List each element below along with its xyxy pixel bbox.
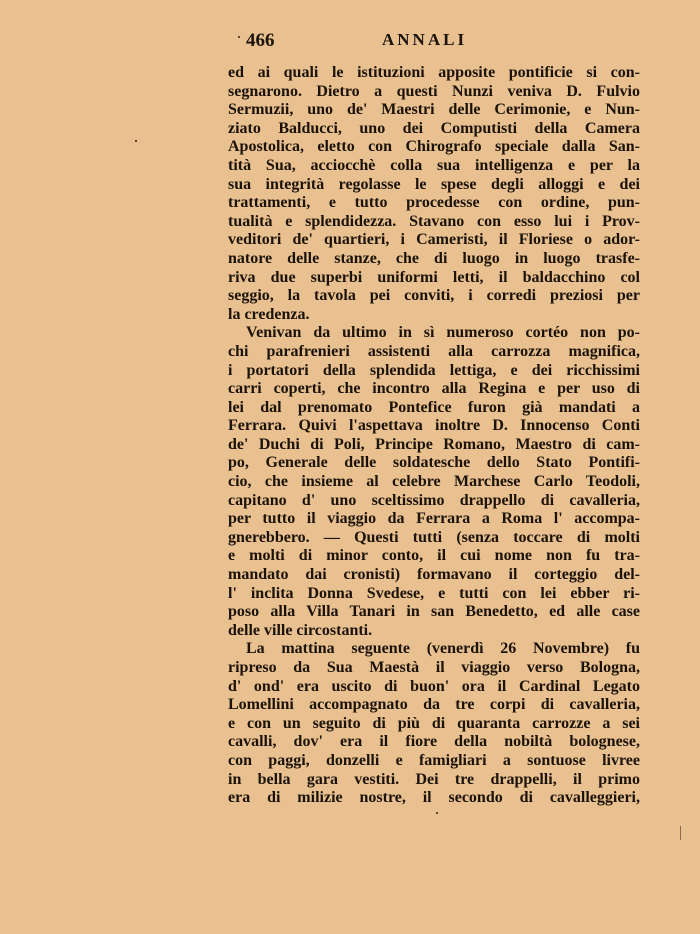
- text-line: capitano d' uno sceltissimo drappello di cavalleria,: [228, 491, 640, 509]
- page-header: [228, 30, 652, 54]
- text-line: po, Generale delle soldatesche dello Stato Pontifi-: [228, 454, 640, 472]
- text-line: natore delle stanze, che di luogo in luogo trasfe-: [228, 249, 640, 267]
- text-line: Ferrara. Quivi l'aspettava inoltre D. Innocenso Conti: [228, 417, 640, 435]
- text-line: Lomellini accompagnato da tre corpi di cavalleria,: [228, 696, 640, 714]
- text-line: e con un seguito di più di quaranta carrozze a sei: [228, 714, 640, 732]
- text-line: de' Duchi di Poli, Principe Romano, Maestro di cam-: [228, 435, 640, 453]
- ink-speck: [135, 140, 137, 142]
- text-line: riva due superbi uniformi letti, il baldacchino col: [228, 268, 640, 286]
- text-line: tità Sua, acciocchè colla sua intelligenza e per la: [228, 156, 640, 174]
- text-line: era di milizie nostre, il secondo di cavalleggieri,: [228, 789, 640, 807]
- text-line: la credenza.: [228, 305, 310, 323]
- text-line: trattamenti, e tutto procedesse con ordine, pun-: [228, 194, 640, 212]
- text-line: segnarono. Dietro a questi Nunzi veniva D. Fulvio: [228, 82, 640, 100]
- text-line: gnerebbero. — Questi tutti (senza toccare di molti: [228, 528, 640, 546]
- text-line: Sermuzii, uno de' Maestri delle Cerimonie, e Nun-: [228, 101, 640, 119]
- text-line: ed ai quali le istituzioni apposite pontificie si con-: [228, 64, 640, 81]
- text-line: carri coperti, che incontro alla Regina e per uso di: [228, 380, 640, 398]
- text-line: poso alla Villa Tanari in san Benedetto, ed alle case: [228, 603, 640, 621]
- text-line: con paggi, donzelli e famigliari a sontuose livree: [228, 751, 640, 769]
- text-line: i portatori della splendida lettiga, e dei ricchissimi: [228, 361, 640, 379]
- text-line: cio, che insieme al celebre Marchese Carlo Teodoli,: [228, 473, 640, 491]
- text-line: veditori de' quartieri, i Cameristi, il Floriese o ador-: [228, 231, 640, 249]
- text-line: Apostolica, eletto con Chirografo speciale dalla San-: [228, 138, 640, 156]
- text-line: tualità e splendidezza. Stavano con esso lui i Prov-: [228, 212, 640, 230]
- text-line: d' ond' era uscito di buon' ora il Cardinal Legato: [228, 677, 640, 695]
- text-line: cavalli, dov' era il fiore della nobiltà bolognese,: [228, 733, 640, 751]
- text-line: per tutto il viaggio da Ferrara a Roma l' accompa-: [228, 510, 640, 528]
- text-line: Venivan da ultimo in sì numeroso cortéo non po-: [246, 324, 640, 342]
- ink-speck: [436, 812, 438, 814]
- text-line: sua integrità regolasse le spese degli alloggi e dei: [228, 175, 640, 193]
- text-line: delle ville circostanti.: [228, 621, 373, 639]
- text-line: ziato Balducci, uno dei Computisti della Camera: [228, 119, 640, 137]
- text-line: chi parafrenieri assistenti alla carrozza magnifica,: [228, 342, 640, 360]
- running-title: ANNALI: [382, 30, 468, 49]
- text-line: ripreso da Sua Maestà il viaggio verso Bologna,: [228, 659, 640, 676]
- text-line: lei dal prenomato Pontefice furon già mandati a: [228, 398, 640, 416]
- text-line: La mattina seguente (venerdì 26 Novembre) fu: [246, 640, 640, 658]
- text-line: seggio, la tavola pei conviti, i corredi preziosi per: [228, 287, 640, 305]
- body-text: [228, 64, 640, 808]
- text-line: in bella gara vestiti. Dei tre drappelli, il primo: [228, 770, 640, 788]
- margin-mark: [680, 826, 681, 840]
- text-line: e molti di minor conto, il cui nome non fu tra-: [228, 547, 640, 565]
- page-number: 466: [246, 30, 275, 51]
- text-line: mandato dai cronisti) formavano il corteggio del-: [228, 566, 640, 584]
- text-line: l' inclita Donna Svedese, e tutti con lei ebber ri-: [228, 584, 640, 602]
- ink-speck: [238, 36, 240, 38]
